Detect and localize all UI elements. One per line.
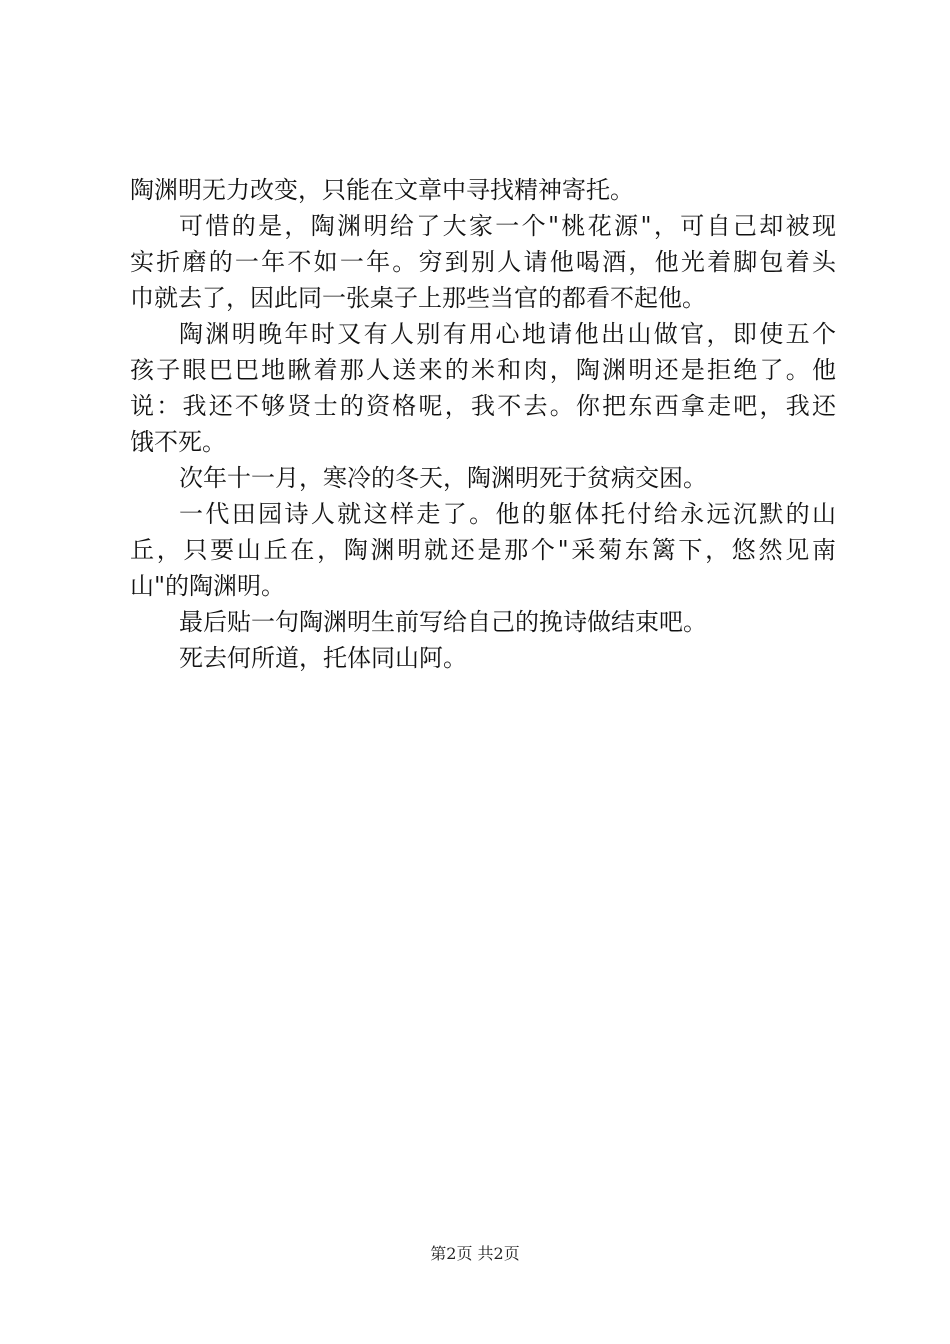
text-line: 一代田园诗人就这样走了。他的躯体托付给永远沉默的山 bbox=[179, 500, 836, 528]
document-body bbox=[130, 172, 836, 676]
text-line: 孩子眼巴巴地瞅着那人送来的米和肉，陶渊明还是拒绝了。他 bbox=[130, 356, 836, 384]
text-line: 陶渊明晚年时又有人别有用心地请他出山做官，即使五个 bbox=[179, 320, 836, 348]
text-line: 可惜的是，陶渊明给了大家一个"桃花源"，可自己却被现 bbox=[179, 212, 836, 240]
text-line: 丘，只要山丘在，陶渊明就还是那个"采菊东篱下，悠然见南 bbox=[130, 536, 836, 564]
text-line: 山"的陶渊明。 bbox=[130, 572, 286, 600]
text-line: 最后贴一句陶渊明生前写给自己的挽诗做结束吧。 bbox=[179, 608, 707, 636]
text-line: 次年十一月，寒冷的冬天，陶渊明死于贫病交困。 bbox=[179, 464, 707, 492]
text-line: 死去何所道，托体同山阿。 bbox=[179, 644, 467, 672]
text-line: 实折磨的一年不如一年。穷到别人请他喝酒，他光着脚包着头 bbox=[130, 248, 836, 276]
page-number-footer: 第2页 共2页 bbox=[430, 1244, 520, 1263]
text-line: 饿不死。 bbox=[130, 428, 226, 456]
text-line: 陶渊明无力改变，只能在文章中寻找精神寄托。 bbox=[130, 176, 634, 204]
text-line: 巾就去了，因此同一张桌子上那些当官的都看不起他。 bbox=[130, 284, 706, 312]
text-line: 说：我还不够贤士的资格呢，我不去。你把东西拿走吧，我还 bbox=[130, 392, 836, 420]
